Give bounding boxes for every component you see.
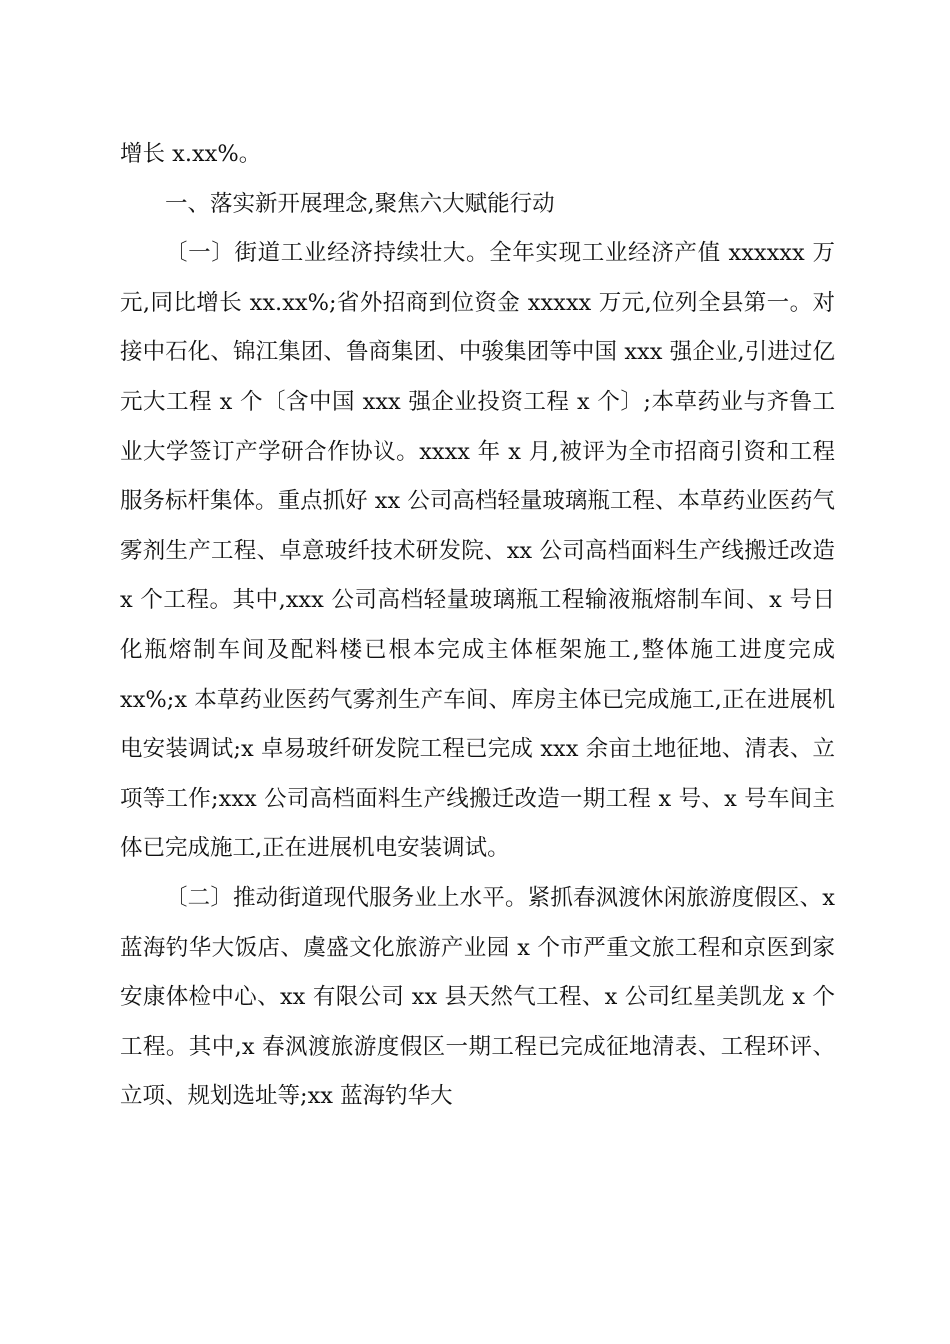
section-heading: 一、落实新开展理念,聚焦六大赋能行动 xyxy=(165,190,555,217)
paragraph-industrial-economy: 〔一〕街道工业经济持续壮大。全年实现工业经济产值 xxxxxx 万元,同比增长 xx.xx%;省外招商到位资金 xxxxx 万元,位列全县第一。对接中石化、锦江集团、鲁商集团、中骏集团等中国 xxx 强企业,引进过亿元大工程 x 个〔含中国 xxx 强企业投资工程 x 个〕;本草药业与齐鲁工业大学签订产学研合作协议。xxxx 年 x 月,被评为全市招商引资和工程服务标杆集体。重点抓好 xx 公司高档轻量玻璃瓶工程、本草药业医药气雾剂生产工程、卓意玻纤技术研发院、xx 公司高档面料生产线搬迁改造 x 个工程。其中,xxx 公司高档轻量玻璃瓶工程输液瓶熔制车间、x 号日化瓶熔制车间及配料楼已根本完成主体框架施工,整体施工进度完成 xx%;x 本草药业医药气雾剂生产车间、库房主体已完成施工,正在进展机电安装调试;x 卓易玻纤研发院工程已完成 xxx 余亩土地征地、清表、立项等工作;xxx 公司高档面料生产线搬迁改造一期工程 x 号、x 号车间主体已完成施工,正在进展机电安装调试。 xyxy=(120,240,835,862)
paragraph-service-industry: 〔二〕推动街道现代服务业上水平。紧抓春沨渡休闲旅游度假区、x 蓝海钓华大饭店、虞盛文化旅游产业园 x 个市严重文旅工程和京医到家安康体检中心、xx 有限公司 xx 县天然气工程、x 公司红星美凯龙 x 个工程。其中,x 春沨渡旅游度假区一期工程已完成征地清表、工程环评、立项、规划选址等;xx 蓝海钓华大 xyxy=(120,884,835,1110)
document-page xyxy=(120,130,835,1122)
paragraph-continuation: 增长 x.xx%。 xyxy=(120,141,262,167)
